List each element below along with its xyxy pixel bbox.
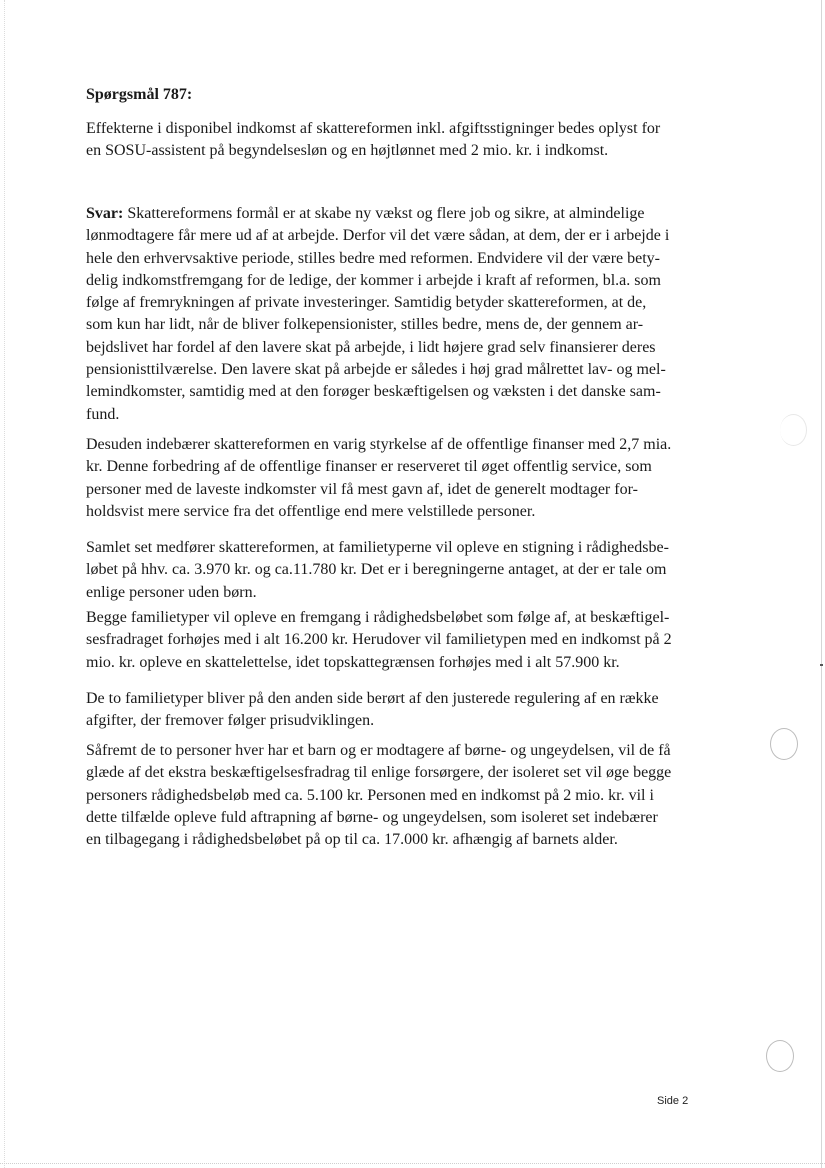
question-text	[86, 118, 691, 163]
text-line: Samlet set medfører skattereformen, at familietyperne vil opleve en stigning i rådighedsbe-	[86, 539, 669, 556]
text-line: mio. kr. opleve en skattelettelse, idet topskattegrænsen forhøjes med i alt 57.900 kr.	[86, 653, 620, 671]
text-line: hele den erhvervsaktive periode, stilles bedre med reformen. Endvidere vil der være bety-	[86, 249, 660, 267]
text-line: dette tilfælde opleve fuld aftrapning af børne- og ungeydelsen, som isoleret set indebærer	[86, 808, 658, 826]
answer-label: Svar:	[86, 205, 124, 222]
answer-paragraph-6	[86, 740, 691, 851]
answer-paragraph-5	[86, 688, 691, 733]
punch-hole-mark	[770, 728, 798, 760]
text-line: en SOSU-assistent på begyndelsesløn og en højtlønnet med 2 mio. kr. i indkomst.	[86, 142, 609, 160]
text-line: enlige personer uden børn.	[86, 583, 257, 601]
text-line: personers rådighedsbeløb med ca. 5.100 kr. Personen med en indkomst på 2 mio. kr. vil i	[86, 786, 654, 804]
question-title: Spørgsmål 787:	[86, 86, 193, 103]
text-line: holdsvist mere service fra det offentlige end mere velstillede personer.	[86, 502, 536, 520]
answer-first-line: Skattereformens formål er at skabe ny vækst og flere job og sikre, at almindelige	[123, 205, 645, 222]
text-line: en tilbagegang i rådighedsbeløbet på op til ca. 17.000 kr. afhængig af barnets alder.	[86, 831, 618, 849]
text-line: delig indkomstfremgang for de ledige, der kommer i arbejde i kraft af reformen, bl.a. som	[86, 271, 661, 289]
text-line: Såfremt de to personer hver har et barn og er modtagere af børne- og ungeydelsen, vil de få	[86, 742, 671, 759]
text-line: Desuden indebærer skattereformen en varig styrkelse af de offentlige finanser med 2,7 mia.	[86, 436, 672, 453]
punch-hole-mark	[780, 414, 807, 446]
text-line: kr. Denne forbedring af de offentlige finanser er reserveret til øget offentlig service, som	[86, 458, 652, 476]
text-line: følge af fremrykningen af private investeringer. Samtidig betyder skattereformen, at de,	[86, 294, 647, 312]
text-line: De to familietyper bliver på den anden side berørt af den justerede regulering af en række	[86, 690, 659, 707]
scan-edge-left	[4, 0, 6, 1168]
scan-tick-mark	[820, 664, 823, 666]
text-line: personer med de laveste indkomster vil få mest gavn af, idet de generelt modtager for-	[86, 480, 638, 498]
text-line: Effekterne i disponibel indkomst af skattereformen inkl. afgiftsstigninger bedes oplyst for	[86, 120, 661, 137]
text-line: fund.	[86, 405, 120, 423]
text-line: pensionisttilværelse. Den lavere skat på arbejde er således i høj grad målrettet lav- og mel-	[86, 361, 666, 379]
text-line: Begge familietyper vil opleve en fremgang i rådighedsbeløbet som følge af, at beskæftigel-	[86, 609, 670, 626]
text-line: lønmodtagere får mere ud af at arbejde. Derfor vil det være sådan, at dem, der er i arbejde i	[86, 227, 670, 245]
scan-edge-right	[821, 0, 822, 1168]
text-line: løbet på hhv. ca. 3.970 kr. og ca.11.780 kr. Det er i beregningerne antaget, at der er tale om	[86, 561, 667, 579]
scan-edge-bottom	[0, 1163, 825, 1165]
text-line: sesfradraget forhøjes med i alt 16.200 kr. Herudover vil familietypen med en indkomst på 2	[86, 631, 672, 649]
answer-paragraph-1	[86, 203, 691, 426]
answer-paragraph-4	[86, 607, 691, 674]
text-line	[86, 203, 691, 225]
answer-paragraph-3	[86, 537, 691, 604]
answer-paragraph-2	[86, 434, 691, 523]
text-line: bejdslivet har fordel af den lavere skat på arbejde, i lidt højere grad selv finansierer deres	[86, 338, 656, 356]
punch-hole-mark	[766, 1040, 794, 1072]
text-line: som kun har lidt, når de bliver folkepensionister, stilles bedre, mens de, der gennem ar-	[86, 316, 644, 334]
page-number: Side 2	[657, 1095, 689, 1107]
text-line: glæde af det ekstra beskæftigelsesfradrag til enlige forsørgere, der isoleret set vil øge begge	[86, 764, 672, 782]
text-line: afgifter, der fremover følger prisudviklingen.	[86, 712, 375, 730]
text-line: lemindkomster, samtidig med at den forøger beskæftigelsen og væksten i det danske sam-	[86, 383, 661, 401]
